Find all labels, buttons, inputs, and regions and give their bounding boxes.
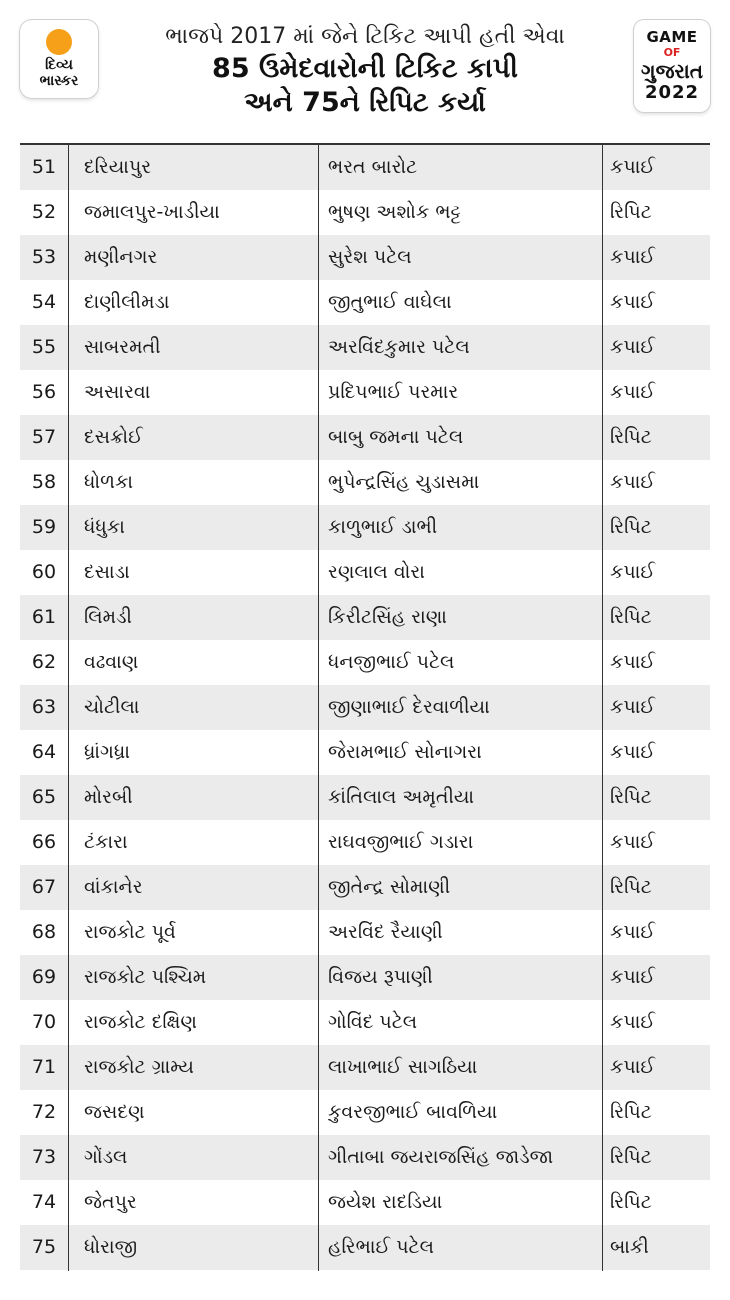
candidate-name: કુવરજીભાઈ બાવળિયા: [328, 1101, 498, 1123]
table-row: [20, 775, 710, 820]
seat-name: ધંધુકા: [84, 516, 125, 538]
row-number: 51: [31, 156, 57, 178]
logo-right-line2: OF: [663, 46, 681, 59]
table-row: [20, 640, 710, 685]
ticket-status: કપાઈ: [610, 291, 656, 313]
column-divider-3: [602, 145, 603, 1271]
logo-right-line4: 2022: [644, 82, 700, 103]
ticket-status: રિપિટ: [610, 1101, 652, 1123]
header: [0, 0, 730, 140]
row-number: 59: [31, 516, 57, 538]
ticket-status: કપાઈ: [610, 156, 656, 178]
seat-name: ગોંડલ: [84, 1146, 128, 1168]
ticket-status: કપાઈ: [610, 381, 656, 403]
candidate-name: કાંતિલાલ અમૃતીયા: [328, 786, 475, 808]
seat-name: ધ્રાંગધ્રા: [84, 741, 130, 763]
row-number: 66: [31, 831, 57, 853]
table-row: [20, 190, 710, 235]
ticket-status: કપાઈ: [610, 966, 656, 988]
ticket-status: રિપિટ: [610, 1191, 652, 1213]
table-row: [20, 550, 710, 595]
row-number: 54: [31, 291, 57, 313]
candidate-name: રણલાલ વોરા: [328, 561, 425, 583]
table-row: [20, 1090, 710, 1135]
candidate-name: ભુષણ અશોક ભટ્ટ: [328, 201, 461, 223]
candidate-name: ભુપેન્દ્રસિંહ ચુડાસમા: [328, 471, 480, 493]
candidate-name: જીણાભાઈ દેરવાળીયા: [328, 696, 490, 718]
candidate-name: કાળુભાઈ ડાભી: [328, 516, 438, 538]
seat-name: મોરબી: [84, 786, 133, 808]
candidate-name: ધનજીભાઈ પટેલ: [328, 651, 455, 673]
row-number: 69: [31, 966, 57, 988]
page-title-line2: અને 75ને રિપિટ કર્યા: [244, 87, 486, 118]
candidate-table: [20, 145, 710, 1270]
table-row: [20, 730, 710, 775]
logo-right-line3: ગુજરાત: [640, 59, 704, 83]
ticket-status: કપાઈ: [610, 651, 656, 673]
ticket-status: કપાઈ: [610, 336, 656, 358]
row-number: 58: [31, 471, 57, 493]
page-subtitle: ભાજપે 2017 માં જેને ટિકિટ આપી હતી એવા: [165, 24, 565, 49]
candidate-name: અરવિંદકુમાર પટેલ: [328, 336, 470, 358]
seat-name: રાજકોટ દક્ષિણ: [84, 1011, 197, 1033]
candidate-name: ગીતાબા જયરાજસિંહ જાડેજા: [328, 1146, 554, 1168]
ticket-status: કપાઈ: [610, 831, 656, 853]
seat-name: દાણીલીમડા: [84, 291, 170, 313]
ticket-status: રિપિટ: [610, 201, 652, 223]
table-row: [20, 505, 710, 550]
row-number: 74: [31, 1191, 57, 1213]
table-row: [20, 460, 710, 505]
row-number: 65: [31, 786, 57, 808]
row-number: 73: [31, 1146, 57, 1168]
row-number: 62: [31, 651, 57, 673]
seat-name: દરિયાપુર: [84, 156, 152, 178]
candidate-name: અરવિંદ રૈયાણી: [328, 921, 443, 943]
ticket-status: કપાઈ: [610, 471, 656, 493]
table-row: [20, 235, 710, 280]
logo-left-line2: ભાસ્કર: [39, 73, 79, 89]
candidate-name: જીતુભાઈ વાઘેલા: [328, 291, 452, 313]
divya-bhaskar-logo: [20, 20, 98, 98]
row-number: 61: [31, 606, 57, 628]
row-number: 67: [31, 876, 57, 898]
ticket-status: કપાઈ: [610, 246, 656, 268]
seat-name: જસદણ: [84, 1101, 145, 1123]
ticket-status: કપાઈ: [610, 696, 656, 718]
seat-name: ચોટીલા: [84, 696, 140, 718]
ticket-status: કપાઈ: [610, 741, 656, 763]
seat-name: દસાડા: [84, 561, 130, 583]
logo-left-line1: દિવ્ય: [45, 57, 73, 73]
seat-name: વાંકાનેર: [84, 876, 143, 898]
candidate-name: ભરત બારોટ: [328, 156, 418, 178]
game-of-gujarat-logo: [634, 20, 710, 112]
table-row: [20, 910, 710, 955]
candidate-name: વિજય રૂપાણી: [328, 966, 433, 988]
column-divider-1: [68, 145, 69, 1271]
table-row: [20, 370, 710, 415]
row-number: 75: [31, 1236, 57, 1258]
seat-name: ધોળકા: [84, 471, 134, 493]
candidate-name: લાખાભાઈ સાગઠિયા: [328, 1056, 478, 1078]
table-row: [20, 595, 710, 640]
seat-name: લિમડી: [84, 606, 132, 628]
table-row: [20, 1000, 710, 1045]
ticket-status: કપાઈ: [610, 561, 656, 583]
ticket-status: બાકી: [610, 1236, 649, 1258]
candidate-name: ગોવિંદ પટેલ: [328, 1011, 418, 1033]
candidate-name: કિરીટસિંહ રાણા: [328, 606, 447, 628]
table-row: [20, 820, 710, 865]
row-number: 70: [31, 1011, 57, 1033]
ticket-status: રિપિટ: [610, 786, 652, 808]
ticket-status: રિપિટ: [610, 516, 652, 538]
seat-name: સાબરમતી: [84, 336, 161, 358]
candidate-name: જીતેન્દ્ર સોમાણી: [328, 876, 451, 898]
row-number: 68: [31, 921, 57, 943]
seat-name: મણીનગર: [84, 246, 158, 268]
candidate-name: સુરેશ પટેલ: [328, 246, 412, 268]
table-row: [20, 1045, 710, 1090]
ticket-status: રિપિટ: [610, 426, 652, 448]
ticket-status: રિપિટ: [610, 1146, 652, 1168]
ticket-status: કપાઈ: [610, 1011, 656, 1033]
candidate-name: રાઘવજીભાઈ ગડારા: [328, 831, 474, 853]
title-block: [110, 22, 620, 120]
table-row: [20, 955, 710, 1000]
table-row: [20, 1180, 710, 1225]
table-row: [20, 865, 710, 910]
row-number: 63: [31, 696, 57, 718]
table-row: [20, 685, 710, 730]
candidate-name: જેરામભાઈ સોનાગરા: [328, 741, 482, 763]
table-row: [20, 415, 710, 460]
sun-icon: [46, 29, 72, 55]
table-row: [20, 280, 710, 325]
seat-name: અસારવા: [84, 381, 151, 403]
ticket-status: રિપિટ: [610, 606, 652, 628]
seat-name: દસક્રોઈ: [84, 426, 143, 448]
row-number: 71: [31, 1056, 57, 1078]
column-divider-2: [318, 145, 319, 1271]
candidate-name: પ્રદિપભાઈ પરમાર: [328, 381, 459, 403]
logo-right-line1: GAME: [646, 28, 698, 46]
row-number: 60: [31, 561, 57, 583]
page-title-line1: 85 ઉમેદવારોની ટિકિટ કાપી: [212, 53, 518, 84]
seat-name: રાજકોટ ગ્રામ્ય: [84, 1056, 194, 1078]
row-number: 53: [31, 246, 57, 268]
ticket-status: કપાઈ: [610, 921, 656, 943]
table-row: [20, 1135, 710, 1180]
seat-name: ટંકારા: [84, 831, 128, 853]
seat-name: જમાલપુર-ખાડીયા: [84, 201, 220, 223]
ticket-status: કપાઈ: [610, 1056, 656, 1078]
candidate-name: જયેશ રાદડિયા: [328, 1191, 443, 1213]
candidate-name: હરિભાઈ પટેલ: [328, 1236, 434, 1258]
row-number: 57: [31, 426, 57, 448]
seat-name: રાજકોટ પશ્ચિમ: [84, 966, 207, 988]
candidate-name: બાબુ જમના પટેલ: [328, 426, 464, 448]
row-number: 72: [31, 1101, 57, 1123]
row-number: 52: [31, 201, 57, 223]
row-number: 55: [31, 336, 57, 358]
table-row: [20, 145, 710, 190]
row-number: 64: [31, 741, 57, 763]
table-row: [20, 1225, 710, 1270]
ticket-status: રિપિટ: [610, 876, 652, 898]
seat-name: ધોરાજી: [84, 1236, 138, 1258]
seat-name: જેતપુર: [84, 1191, 137, 1213]
seat-name: રાજકોટ પૂર્વ: [84, 921, 176, 943]
row-number: 56: [31, 381, 57, 403]
table-row: [20, 325, 710, 370]
seat-name: વઢવાણ: [84, 651, 139, 673]
